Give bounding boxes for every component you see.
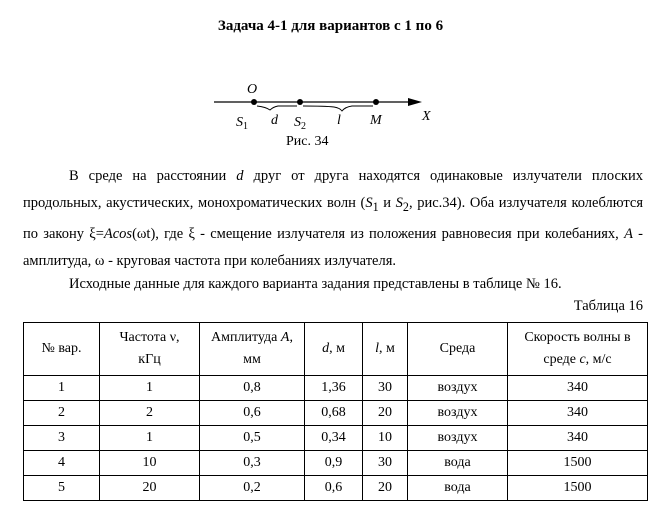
cell-speed: 1500 <box>508 451 648 476</box>
cell-frequency: 20 <box>100 476 200 501</box>
cell-d: 1,36 <box>305 376 363 401</box>
label-s1: $S_1$ <box>236 115 248 132</box>
wave-emitters-figure <box>200 80 450 132</box>
table-row <box>24 476 648 501</box>
cell-d: 0,68 <box>305 401 363 426</box>
variants-table <box>23 322 648 501</box>
label-m: M <box>370 113 382 128</box>
cell-l: 20 <box>363 401 408 426</box>
table-row <box>24 376 648 401</box>
x-axis-arrow <box>408 98 422 106</box>
cell-medium: вода <box>408 451 508 476</box>
cell-amplitude: 0,6 <box>200 401 305 426</box>
task-title: Задача 4-1 для вариантов с 1 по 6 <box>217 18 444 34</box>
cell-medium: вода <box>408 476 508 501</box>
table-label: Таблица 16 <box>573 298 643 314</box>
cell-frequency: 2 <box>100 401 200 426</box>
cell-variant: 5 <box>24 476 100 501</box>
label-d: d <box>271 113 278 128</box>
cell-frequency: 1 <box>100 426 200 451</box>
point-s1 <box>251 99 257 105</box>
d-brace <box>257 106 297 110</box>
label-x: X <box>422 109 431 124</box>
cell-amplitude: 0,8 <box>200 376 305 401</box>
cell-speed: 340 <box>508 426 648 451</box>
header-l: l, м <box>363 323 408 376</box>
table-row <box>24 401 648 426</box>
cell-speed: 1500 <box>508 476 648 501</box>
header-frequency: Частота ν, кГц <box>100 323 200 376</box>
label-s2: $S_2$ <box>294 115 306 132</box>
table-header-row <box>24 323 648 376</box>
cell-frequency: 10 <box>100 451 200 476</box>
problem-paragraph: В среде на расстоянии d друг от друга находятся одинаковые излучатели плоских продольных, акустических, монохроматических волн ($S_1$ и $S_2$, рис.34). Оба излучателя колеблются по закону ξ=Acos(ωt), где ξ - смещение излучателя из положения равновесия при колебаниях, A - амплитуда, ω - круговая частота при колебаниях излучателя. <box>23 168 643 269</box>
cell-d: 0,9 <box>305 451 363 476</box>
figure-caption: Рис. 34 <box>286 134 329 149</box>
label-o: O <box>247 82 258 97</box>
label-l: l <box>337 113 341 128</box>
header-amplitude: Амплитуда A, мм <box>200 323 305 376</box>
cell-l: 10 <box>363 426 408 451</box>
header-variant: № вар. <box>24 323 100 376</box>
cell-amplitude: 0,5 <box>200 426 305 451</box>
cell-l: 30 <box>363 376 408 401</box>
cell-amplitude: 0,3 <box>200 451 305 476</box>
table-row <box>24 426 648 451</box>
cell-l: 30 <box>363 451 408 476</box>
cell-variant: 3 <box>24 426 100 451</box>
cell-variant: 2 <box>24 401 100 426</box>
cell-medium: воздух <box>408 426 508 451</box>
table-row <box>24 451 648 476</box>
header-speed: Скорость волны в среде c, м/с <box>508 323 648 376</box>
cell-d: 0,34 <box>305 426 363 451</box>
cell-medium: воздух <box>408 401 508 426</box>
cell-medium: воздух <box>408 376 508 401</box>
cell-speed: 340 <box>508 401 648 426</box>
cell-amplitude: 0,2 <box>200 476 305 501</box>
cell-l: 20 <box>363 476 408 501</box>
header-medium: Среда <box>408 323 508 376</box>
point-m <box>373 99 379 105</box>
cell-variant: 1 <box>24 376 100 401</box>
point-s2 <box>297 99 303 105</box>
l-brace <box>303 106 373 111</box>
cell-variant: 4 <box>24 451 100 476</box>
cell-d: 0,6 <box>305 476 363 501</box>
cell-speed: 340 <box>508 376 648 401</box>
header-d: d, м <box>305 323 363 376</box>
cell-frequency: 1 <box>100 376 200 401</box>
data-intro-paragraph: Исходные данные для каждого варианта задания представлены в таблице № 16. <box>69 276 562 292</box>
